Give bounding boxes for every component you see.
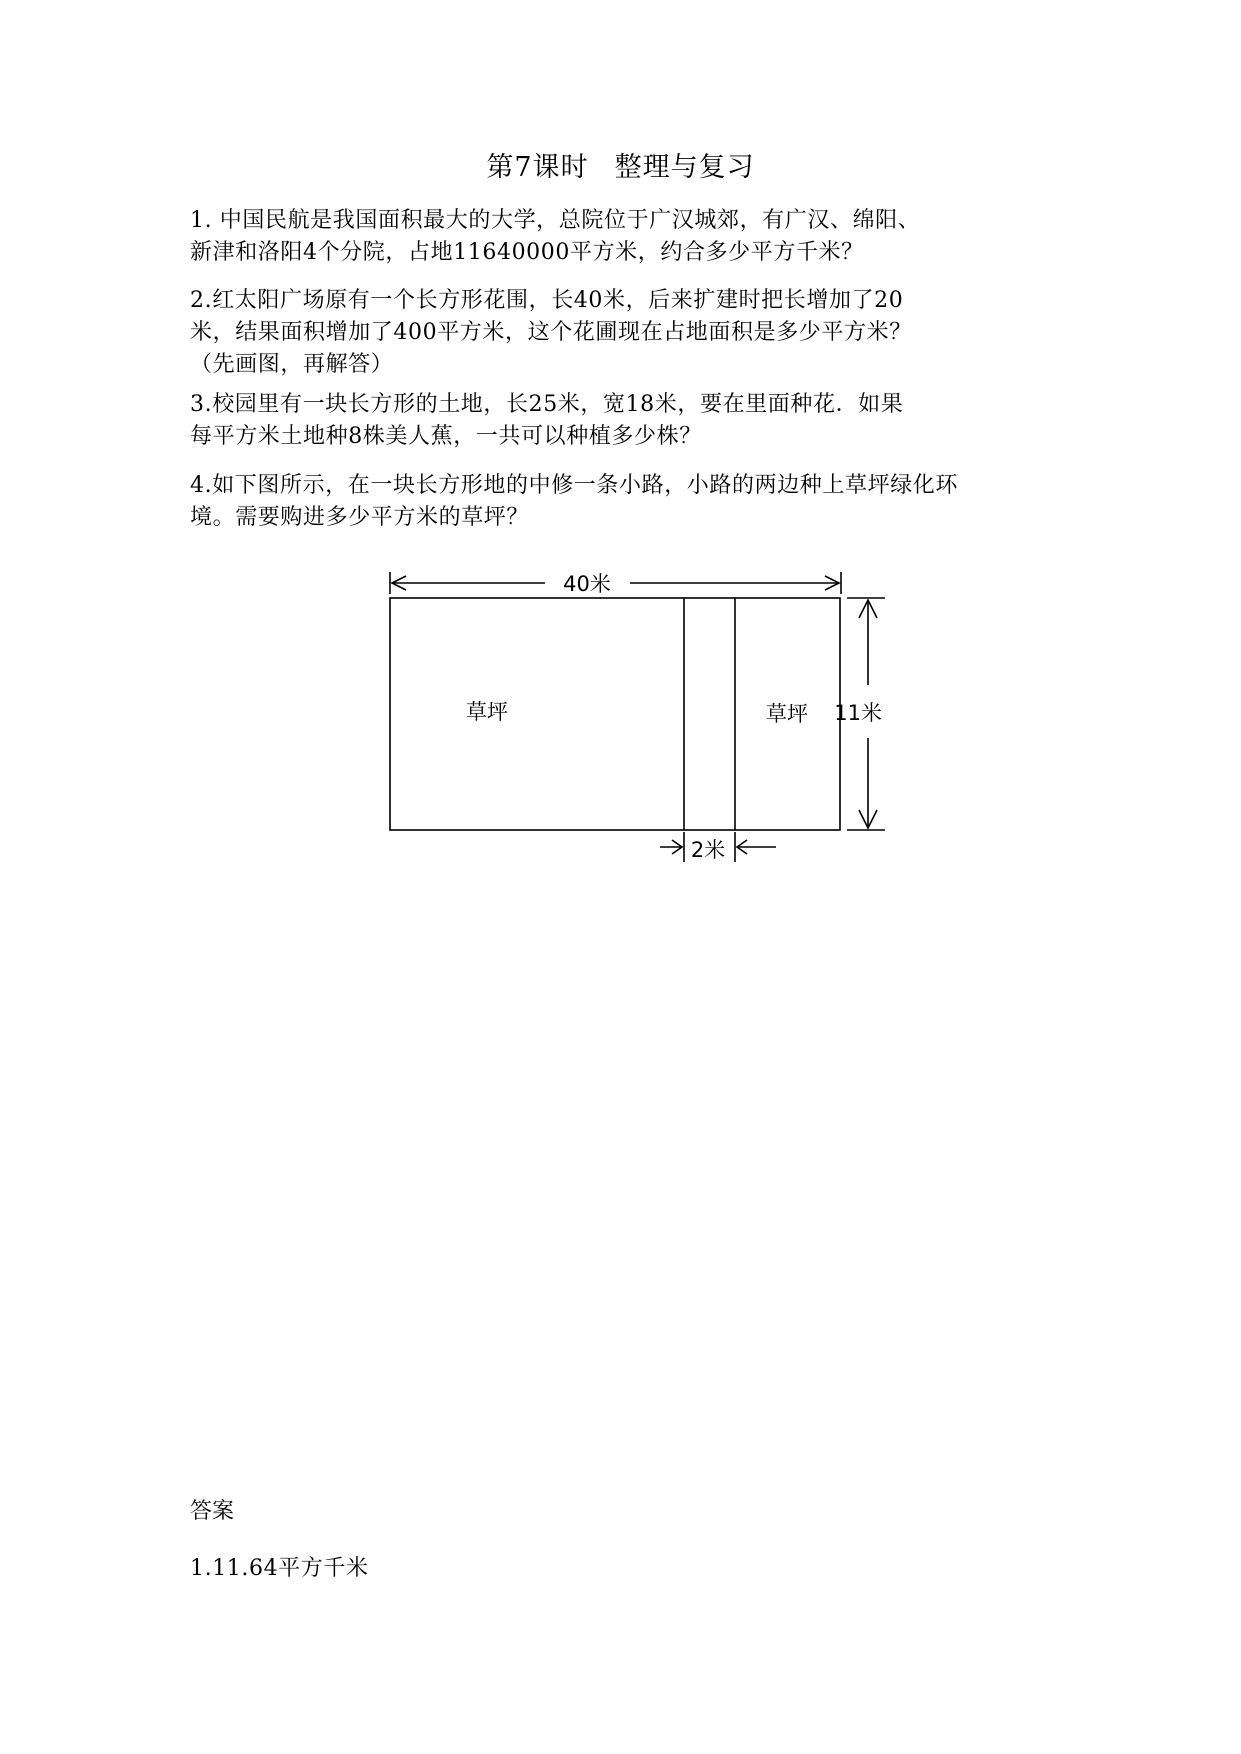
question-line: 2.红太阳广场原有一个长方形花围，长40米，后来扩建时把长增加了20 (190, 288, 904, 313)
lesson-topic: 整理与复习 (614, 152, 755, 183)
question-2 (190, 285, 1060, 381)
question-3 (190, 389, 1060, 453)
path-width-label: 2米 (690, 838, 726, 862)
question-line: 3.校园里有一块长方形的土地，长25米，宽18米，要在里面种花．如果 (190, 392, 904, 417)
question-line: 1. 中国民航是我国面积最大的大学，总院位于广汉城郊，有广汉、绵阳、 (190, 208, 921, 233)
question-line: 境。需要购进多少平方米的草坪？ (190, 505, 530, 530)
left-lawn-label: 草坪 (466, 700, 508, 724)
answer-heading: 答案 (190, 1499, 235, 1524)
question-line: 每平方米土地种8株美人蕉，一共可以种植多少株？ (190, 424, 702, 449)
length-dimension (390, 572, 841, 594)
lawn-diagram (380, 560, 900, 880)
question-line: 新津和洛阳4个分院，占地11640000平方米，约合多少平方千米？ (190, 240, 864, 265)
right-lawn-label: 草坪 (766, 702, 808, 726)
question-4 (190, 470, 1060, 534)
width-label: 11米 (834, 701, 882, 725)
answer-item: 1.11.64平方千米 (190, 1556, 369, 1581)
question-line: 米，结果面积增加了400平方米，这个花圃现在占地面积是多少平方米？ (190, 320, 912, 345)
length-label: 40米 (563, 572, 611, 596)
question-1 (190, 205, 1060, 269)
question-line: 4.如下图所示，在一块长方形地的中修一条小路，小路的两边种上草坪绿化环 (190, 473, 958, 498)
question-line: （先画图，再解答） (190, 352, 394, 377)
page-title (0, 150, 1241, 186)
lesson-number: 第7课时 (486, 152, 589, 183)
